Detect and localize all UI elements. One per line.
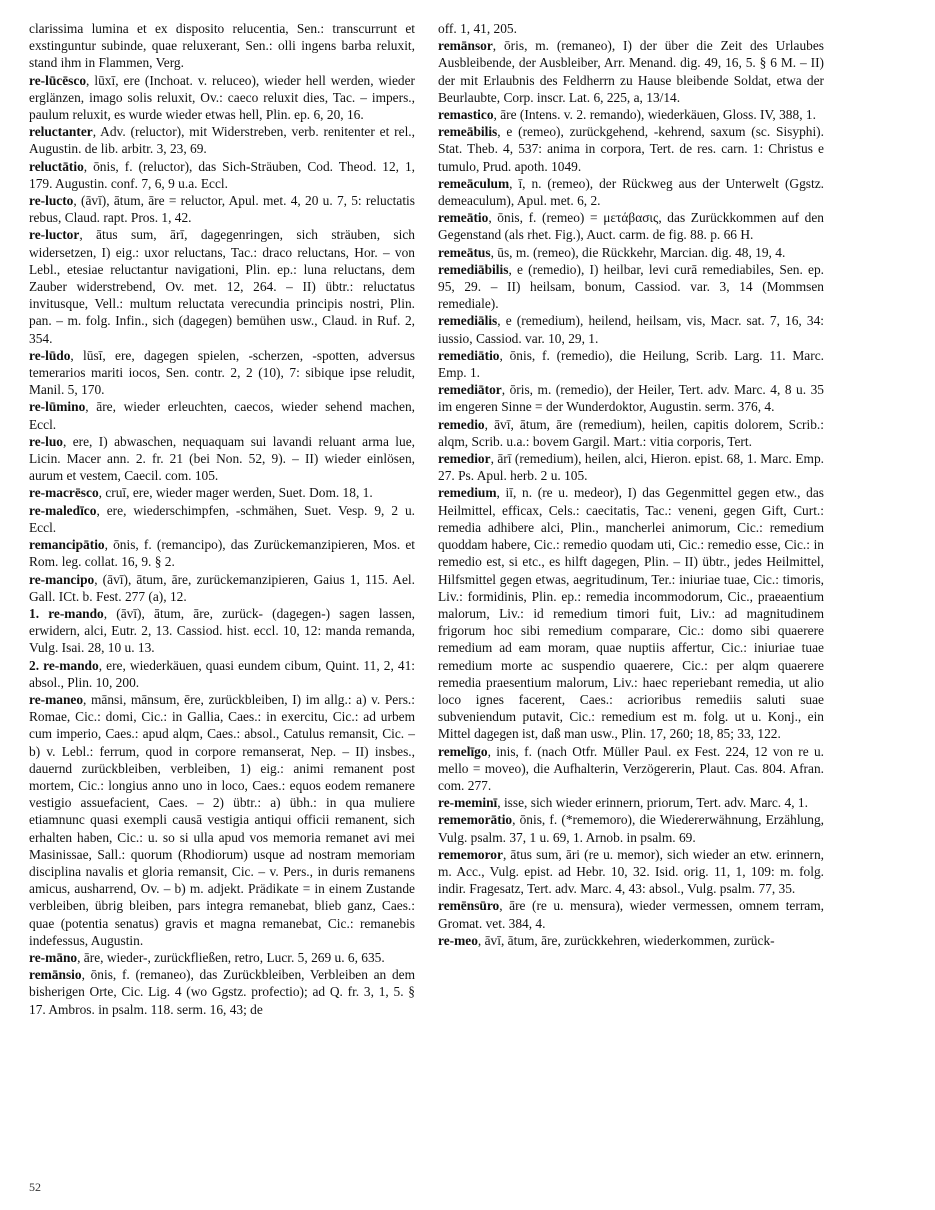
- left-column: [29, 20, 415, 1018]
- entry-body: , ōris, m. (remaneo), I) der über die Zeit des Urlaubes Ausbleibende, der Ausbleiber, Arr. Menand. dig. 49, 16, 5. § 6 M. – II) der mit Erlaubnis des Feldherrn zu Hause bleibende Soldat, etwa der Beurlaubte, Corp. inscr. Lat. 6, 225, a, 13/14.: [438, 38, 824, 105]
- entry-headword: re-māno: [29, 949, 78, 965]
- entry-body: , āvī, ātum, āre, zurückkehren, wiederkommen, zurück-: [477, 932, 775, 948]
- entry-body: , (āvī), ātum, āre, zurück- (dagegen-) sagen lassen, erwidern, alci, Eutr. 2, 13. Cassiod. hist. eccl. 10, 12: manda remanda, Vulg. Isai. 28, 10 u. 13.: [29, 605, 415, 656]
- entry-body: , āvī, ātum, āre (remedium), heilen, capitis dolorem, Scrib.: alqm, Scrib. u.a.: bovem Gargil. Mart.: vitia corporis, Tert.: [438, 416, 824, 449]
- entry-body: clarissima lumina et ex disposito relucentia, Sen.: transcurrunt et exstinguntur subinde, quae reluxerant, Sen.: olli ingens barba reluxit, stand ihm in Flammen, Verg.: [29, 21, 415, 71]
- entry-body: , ōnis, f. (remaneo), das Zurückbleiben, Verbleiben an dem bisherigen Orte, Cic. Lig. 4 (wo Ggstz. profectio); ad Q. fr. 3, 1, 5. § 17. Ambros. in psalm. 118. serm. 16, 43; de: [29, 967, 415, 1017]
- entry-body: , ōnis, f. (remeo) = μετάβασις, das Zurückkommen auf den Gegenstand (als rhet. Fig.), Auct. carm. de fig. 88. p. 66 H.: [438, 210, 824, 243]
- entry-body: , cruī, ere, wieder mager werden, Suet. Dom. 18, 1.: [98, 485, 373, 501]
- entry-headword: remediātor: [438, 382, 502, 398]
- entry-headword: remedio: [438, 416, 485, 432]
- entry-body: , (āvī), ātum, āre, zurückemanzipieren, Gaius 1, 115. Ael. Gall. ICt. b. Fest. 277 (a), 12.: [29, 571, 415, 604]
- dictionary-entry: [438, 897, 824, 931]
- entry-headword: re-luctor: [29, 227, 80, 243]
- entry-headword: reluctanter: [29, 124, 93, 140]
- dictionary-entry: [438, 846, 824, 898]
- dictionary-entry: [438, 347, 824, 381]
- entry-body: , ātus sum, āri (re u. memor), sich wieder an etw. erinnern, m. Acc., Vulg. epist. ad Hebr. 10, 32. Isid. orig. 11, 1, 109: m. folg. indir. Fragesatz, Tert. adv. Marc. 4, 43: absol., Vulg. psalm. 77, 35.: [438, 846, 824, 897]
- entry-headword: remediātio: [438, 347, 500, 363]
- dictionary-entry: [438, 123, 824, 175]
- entry-body: , ere, wiederschimpfen, -schmähen, Suet. Vesp. 9, 2 u. Eccl.: [29, 502, 415, 535]
- dictionary-entry: [29, 949, 415, 966]
- entry-headword: re-luo: [29, 433, 63, 449]
- entry-headword: rememoror: [438, 846, 503, 862]
- entry-body: , lūxī, ere (Inchoat. v. reluceo), wieder hell werden, wieder erglänzen, imago solis reluxit, Ov.: caeco reluxit dies, Tac. – impers., paulum reluxit, es wurde wieder etwas hell, Plin. ep. 6, 20, 16.: [29, 72, 415, 123]
- entry-headword: remastico: [438, 107, 494, 123]
- entry-body: , isse, sich wieder erinnern, priorum, Tert. adv. Marc. 4, 1.: [497, 795, 808, 811]
- entry-headword: re-maneo: [29, 691, 84, 707]
- dictionary-entry: [29, 605, 415, 657]
- entry-headword: remeātus: [438, 244, 491, 260]
- entry-headword: remānsor: [438, 38, 493, 54]
- dictionary-entry: [29, 226, 415, 346]
- entry-body: , ōnis, f. (reluctor), das Sich-Sträuben, Cod. Theod. 12, 1, 179. Augustin. conf. 7, 6, 9 u.a. Eccl.: [29, 158, 415, 191]
- entry-body: , ere, wiederkäuen, quasi eundem cibum, Quint. 11, 2, 41: absol., Plin. 10, 200.: [29, 657, 416, 690]
- dictionary-entry: [438, 244, 824, 261]
- dictionary-entry: [29, 123, 415, 157]
- entry-headword: re-mancipo: [29, 571, 95, 587]
- entry-body: , Adv. (reluctor), mit Widerstreben, verb. renitenter et rel., Augustin. de lib. arbitr. 3, 23, 69.: [29, 124, 415, 157]
- entry-body: , iī, n. (re u. medeor), I) das Gegenmittel gegen etw., das Heilmittel, efficax, Cels.: caecitatis, Tac.: veneni, gegen Gift, Curt.: remedia adhibere alci, Plin., mancherlei animorum, Cic.: remedium quoddam habere, Cic.: remedio quodam uti, Cic.: remedio esse, Cic.: in remedio est, si etc., es hilft dagegen, Plin. – II) übtr., jedes Heilmittel, Hilfsmittel gegen etwas, aegritudinum, Ter.: iniuriae tuae, Cic.: timoris, Liv.: formidinis, Plin. ep.: remedia incommodorum, Cic., praeaentium malorum, Liv.: id remedium timori fuit, Liv.: ad magnitudinem frigorum hoc sibi remedium comparare, Cic.: domo sibi quaerere remedium ad eam moram, quae nuptiis affertur, Cic.: iniuriae tuae remedium morte ac suspendio quaerere, Cic.: per alqm quaerere remedia praesentium malorum, Liv.: haec reperiebant remedia, ut alio loco ignes facerent, Caes.: acrioribus remediis saluti suae subveniendum putavit, Cic.: remedium est m. folg. ut u. Konj., ein Mittel dagegen ist, daß man usw., Plin. 17, 260; 18, 85; 33, 122.: [438, 485, 824, 742]
- entry-body: , āre, wieder-, zurückfließen, retro, Lucr. 5, 269 u. 6, 635.: [77, 949, 385, 965]
- dictionary-entry: [29, 192, 415, 226]
- entry-headword: re-meminī: [438, 795, 498, 811]
- dictionary-entry: [438, 811, 824, 845]
- dictionary-entry: [438, 450, 824, 484]
- dictionary-entry: [438, 381, 824, 415]
- entry-headword: rememorātio: [438, 812, 513, 828]
- entry-headword: re-lūdo: [29, 347, 71, 363]
- entry-headword: remeātio: [438, 210, 489, 226]
- entry-body: , ōris, m. (remedio), der Heiler, Tert. adv. Marc. 4, 8 u. 35 im engeren Sinne = der Wunderdoktor, Augustin. serm. 376, 4.: [438, 382, 824, 415]
- entry-headword: re-maledīco: [29, 502, 97, 518]
- dictionary-entry: [29, 691, 415, 949]
- dictionary-entry: [29, 72, 415, 124]
- dictionary-entry: [29, 657, 415, 691]
- entry-headword: re-lūmino: [29, 399, 86, 415]
- dictionary-entry: [29, 536, 415, 570]
- entry-headword: remancipātio: [29, 537, 105, 553]
- dictionary-entry: [438, 261, 824, 313]
- dictionary-entry: [29, 502, 415, 536]
- entry-body: , āre (re u. mensura), wieder vermessen, omnem terram, Gromat. vet. 384, 4.: [438, 898, 824, 931]
- entry-body: , ōnis, f. (*rememoro), die Wiedererwähnung, Erzählung, Vulg. psalm. 37, 1 u. 69, 1. Arnob. in psalm. 69.: [438, 812, 824, 845]
- entry-headword: re-meo: [438, 932, 478, 948]
- dictionary-entry: [438, 209, 824, 243]
- entry-body: , ōnis, f. (remedio), die Heilung, Scrib. Larg. 11. Marc. Emp. 1.: [438, 347, 824, 381]
- entry-body: , e (remedio), I) heilbar, levi curā remediabiles, Sen. ep. 95, 29. – II) heilsam, bonum, Cassiod. var. 3, 14 (Mommsen remediale).: [438, 261, 824, 312]
- entry-headword: remelīgo: [438, 743, 488, 759]
- entry-body: , ātus sum, ārī, dagegenringen, sich sträuben, sich widersetzen, I) eig.: uxor reluctans, Tac.: draco reluctans, Hor. – von Lebl., etesiae reluctantur navigationi, Plin. ep.: luna reluctans, dem Zauber widerstrebend, Ov. met. 12, 264. – II) übtr.: reluctatus invitusque, Vell.: multum reluctata verecundia principis nostri, Plin. pan. – m. folg. Infin., sich (dagegen) bemühen usw., Claud. in Ruf. 2, 354.: [29, 227, 415, 346]
- entry-headword: remedium: [438, 485, 497, 501]
- entry-headword: remēnsūro: [438, 898, 500, 914]
- entry-body: , mānsi, mānsum, ēre, zurückbleiben, I) im allg.: a) v. Pers.: Romae, Cic.: domi, Cic.: in Gallia, Caes.: in exercitu, Cic.: ad urbem cum imperio, Caes.: apud alqm, Caes.: absol., Catulus remansit, Cic. – b) v. Lebl.: ferrum, quod in corpore remanserat, Nep. – II) insbes., dauernd zurückbleiben, verbleiben, 1) eig.: animi remanent post mortem, Cic.: longius anno uno in loco, Caes.: equos eodem remanere vestigio assuefacient, Caes. – 2) übtr.: a) übh.: in qua muliere etiamnunc quasi exempli causā vestigia antiqui officii remanent, sich erhalten haben, Cic.: u. so si ulla apud vos memoria remanet avi mei Masinissae, Sall.: quorum (Rhodiorum) usque ad nostram memoriam disciplina navalis et gloria remansit, Cic. – v. Pers., in duris remanens amicus, ausharrend, Ov. – b) m. adjekt. Prädikate = in einem Zustande verbleiben, übrig bleiben, pars integra remanebat, blieb ganz, Caes.: quae (potentia senatus) gravis et magna remanebat, Cic.: remanebis indefessus, Augustin.: [29, 691, 415, 948]
- entry-body: , e (remedium), heilend, heilsam, vis, Macr. sat. 7, 16, 34: iussio, Cassiod. var. 10, 29, 1.: [438, 313, 824, 346]
- entry-headword: remediābilis: [438, 261, 509, 277]
- entry-headword: re-lūcēsco: [29, 72, 87, 88]
- entry-body: , e (remeo), zurückgehend, -kehrend, saxum (sc. Sisyphi). Stat. Theb. 4, 537: anima in corpora, Tert. de res. carn. 1: Christus e tumulo, Prud. apoth. 1049.: [438, 124, 824, 174]
- dictionary-entry: [29, 347, 415, 399]
- entry-body: , lūsī, ere, dagegen spielen, -scherzen, -spotten, adversus temerarios mariti iocos, Sen. contr. 2, 2 (10), 7: sibique ipse reludit, Manil. 5, 170.: [29, 347, 415, 398]
- dictionary-entry: [29, 433, 415, 485]
- dictionary-entry: [29, 966, 415, 1018]
- entry-headword: 1. re-mando: [29, 605, 104, 621]
- dictionary-entry: [29, 484, 415, 501]
- entry-body: off. 1, 41, 205.: [438, 21, 517, 36]
- dictionary-entry: [438, 175, 824, 209]
- entry-headword: re-lucto: [29, 193, 74, 209]
- dictionary-entry: [438, 416, 824, 450]
- entry-headword: re-macrēsco: [29, 485, 99, 501]
- entry-body: , ī, n. (remeo), der Rückweg aus der Unterwelt (Ggstz. demeaculum), Apul. met. 6, 2.: [438, 175, 824, 209]
- dictionary-entry: [438, 743, 824, 795]
- dictionary-entry: [438, 37, 824, 106]
- dictionary-entry: [29, 398, 415, 432]
- entry-headword: remedior: [438, 451, 491, 467]
- entry-headword: remānsio: [29, 967, 82, 983]
- right-column: [438, 20, 824, 949]
- dictionary-entry: [438, 484, 824, 742]
- entry-body: , āre (Intens. v. 2. remando), wiederkäuen, Gloss. IV, 388, 1.: [493, 107, 816, 123]
- dictionary-entry: [29, 158, 415, 192]
- entry-body: , āre, wieder erleuchten, caecos, wieder sehend machen, Eccl.: [29, 399, 415, 432]
- page-number: 52: [29, 1180, 41, 1194]
- entry-headword: reluctātio: [29, 158, 84, 174]
- entry-headword: remeāculum: [438, 175, 510, 191]
- entry-headword: remediālis: [438, 313, 498, 329]
- entry-body: , (āvī), ātum, āre = reluctor, Apul. met. 4, 20 u. 7, 5: reluctatis rebus, Claud. rapt. Pros. 1, 42.: [29, 193, 415, 226]
- dictionary-entry: [29, 571, 415, 605]
- dictionary-entry: [438, 932, 824, 949]
- dictionary-entry: [29, 20, 415, 72]
- entry-headword: 2. re-mando: [29, 657, 99, 673]
- entry-body: , inis, f. (nach Otfr. Müller Paul. ex Fest. 224, 12 von re u. mello = moveo), die Aufhalterin, Verzögererin, Plaut. Cas. 804. Afran. com. 277.: [438, 743, 824, 793]
- entry-headword: remeābilis: [438, 124, 498, 140]
- entry-body: , ūs, m. (remeo), die Rückkehr, Marcian. dig. 48, 19, 4.: [490, 244, 786, 260]
- dictionary-entry: [438, 20, 824, 37]
- dictionary-entry: [438, 106, 824, 123]
- entry-body: , ārī (remedium), heilen, alci, Hieron. epist. 68, 1. Marc. Emp. 27. Ps. Apul. herb. 2 u. 105.: [438, 451, 824, 484]
- entry-body: , ōnis, f. (remancipo), das Zurückemanzipieren, Mos. et Rom. leg. collat. 16, 9. § 2.: [29, 537, 415, 570]
- dictionary-entry: [438, 312, 824, 346]
- dictionary-entry: [438, 794, 824, 811]
- entry-body: , ere, I) abwaschen, nequaquam sui lavandi reluant arma lue, Licin. Macer ann. 2. fr. 21 (bei Non. 52, 9). – II) wieder einlösen, aurum et vestem, Caecil. com. 105.: [29, 433, 415, 484]
